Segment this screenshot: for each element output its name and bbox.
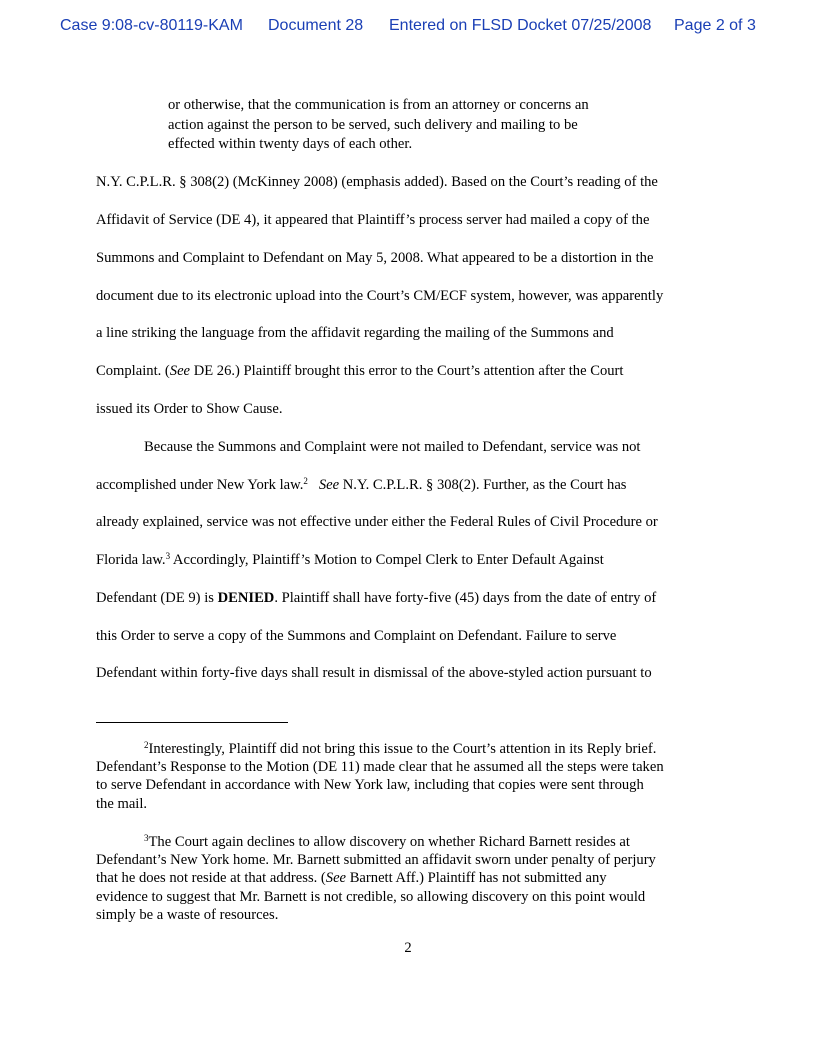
quote-line: or otherwise, that the communication is from an attorney or concerns an (168, 97, 589, 113)
case-number: Case 9:08-cv-80119-KAM (60, 17, 243, 34)
footnote-line: to serve Defendant in accordance with New York law, including that copies were sent through (96, 777, 644, 794)
body-line: this Order to serve a copy of the Summons and Complaint on Defendant. Failure to serve (96, 628, 617, 644)
text-run: Florida law. (96, 552, 166, 568)
footnote-line: the mail. (96, 795, 148, 812)
footnote-ref: 2 (303, 476, 308, 486)
body-line: document due to its electronic upload into the Court’s CM/ECF system, however, was apparently (96, 288, 664, 304)
body-line (96, 475, 626, 495)
citation-signal: See (325, 870, 347, 887)
body-line: already explained, service was not effective under either the Federal Rules of Civil Procedure or (96, 514, 658, 530)
block-quote (168, 96, 638, 155)
text-run: Complaint. ( (96, 363, 170, 379)
document-number: Document 28 (268, 17, 364, 34)
body-line (96, 550, 604, 570)
footnote-ref: 3 (165, 551, 171, 561)
body-line: Affidavit of Service (DE 4), it appeared that Plaintiff’s process server had mailed a copy of the (96, 212, 650, 228)
text-run: DE 26.) Plaintiff brought this error to the Court’s attention after the Court (190, 363, 624, 379)
quote-line: action against the person to be served, such delivery and mailing to be (168, 116, 578, 133)
footnote-separator (96, 722, 288, 723)
body-line: a line striking the language from the affidavit regarding the mailing of the Summons and (96, 325, 614, 341)
footnote-number: 3 (144, 833, 149, 843)
body-line: Defendant within forty-five days shall result in dismissal of the above-styled action pursuant to (96, 665, 652, 681)
page-number: 2 (404, 940, 412, 956)
ruling-word: DENIED (217, 590, 275, 606)
footnote-3 (96, 833, 726, 924)
text-run: that he does not reside at that address. ( (96, 870, 326, 887)
body-line: Summons and Complaint to Defendant on May 5, 2008. What appeared to be a distortion in the (96, 250, 654, 266)
text-run: The Court again declines to allow discovery on whether Richard Barnett resides at (148, 834, 630, 850)
footnote-2 (96, 740, 726, 813)
text-run: Interestingly, Plaintiff did not bring this issue to the Court’s attention in its Reply brief. (148, 741, 657, 757)
footnote-line: Defendant’s Response to the Motion (DE 11) made clear that he assumed all the steps were taken (96, 759, 664, 776)
body-line: N.Y. C.P.L.R. § 308(2) (McKinney 2008) (emphasis added). Based on the Court’s reading of the (96, 174, 658, 190)
footnote-line: Defendant’s New York home. Mr. Barnett submitted an affidavit sworn under penalty of perjury (96, 852, 656, 869)
footnote-line (96, 869, 726, 887)
footnote-number: 2 (144, 740, 149, 750)
footnote-line: simply be a waste of resources. (96, 906, 279, 923)
text-run: Defendant (DE 9) is (96, 590, 218, 606)
body-line (96, 588, 656, 608)
footnote-line: evidence to suggest that Mr. Barnett is not credible, so allowing discovery on this point would (96, 888, 646, 905)
text-run: Accordingly, Plaintiff’s Motion to Compel Clerk to Enter Default Against (170, 552, 604, 568)
body-line: issued its Order to Show Cause. (96, 401, 283, 417)
docket-entry: Entered on FLSD Docket 07/25/2008 (389, 17, 652, 34)
text-run: Barnett Aff.) Plaintiff has not submitted any (346, 870, 607, 887)
text-run: . Plaintiff shall have forty-five (45) days from the date of entry of (274, 590, 657, 606)
quote-line: effected within twenty days of each other. (168, 136, 413, 152)
footnote-line (96, 740, 726, 758)
citation-signal: See (318, 477, 340, 493)
text-run: N.Y. C.P.L.R. § 308(2). Further, as the Court has (339, 477, 627, 493)
body-line: Because the Summons and Complaint were not mailed to Defendant, service was not (144, 439, 641, 455)
citation-signal: See (169, 363, 191, 379)
text-run: accomplished under New York law. (96, 477, 304, 493)
footnote-line (96, 833, 726, 851)
page-count: Page 2 of 3 (674, 17, 756, 34)
body-line (96, 361, 623, 381)
